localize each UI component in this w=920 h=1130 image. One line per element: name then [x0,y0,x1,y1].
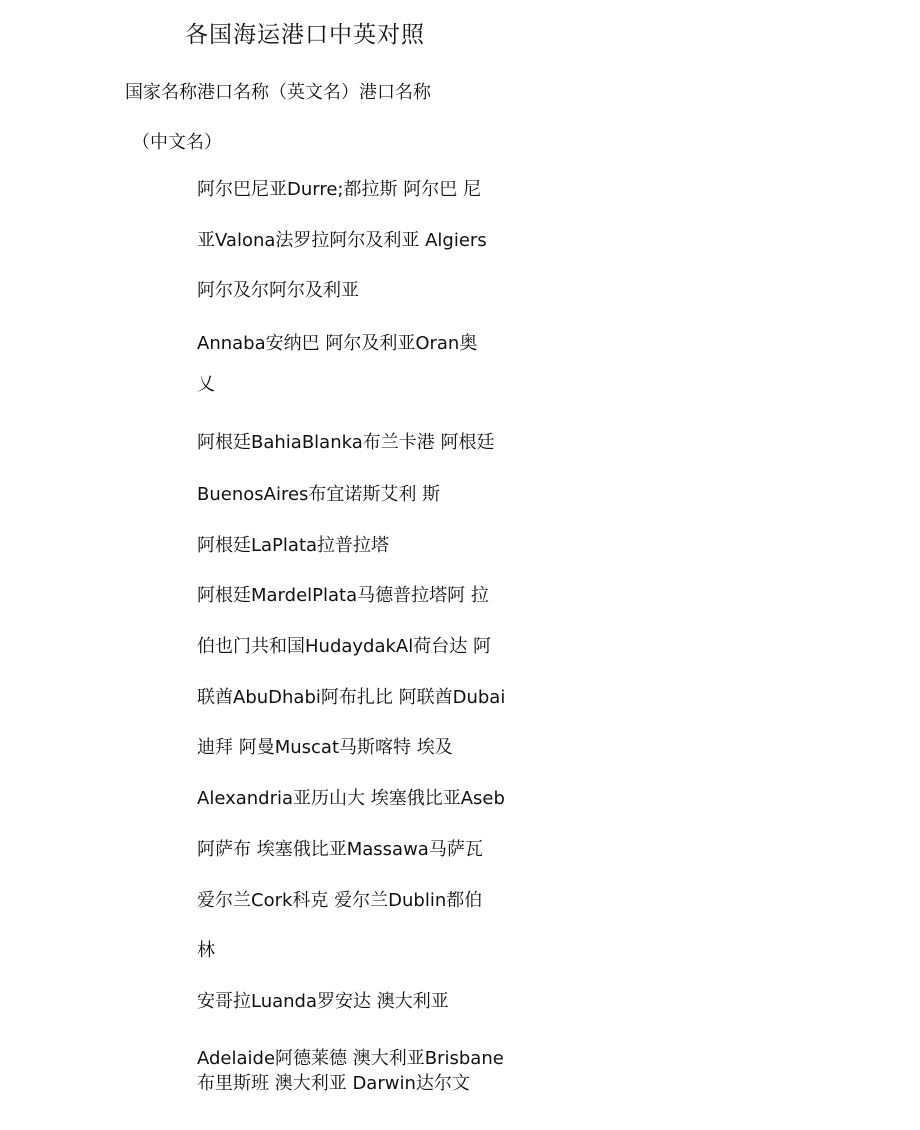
text-line: 林 [197,940,215,961]
text-line: 阿根廷BahiaBlanka布兰卡港 阿根廷 [197,432,495,453]
text-line: 乂 [197,374,215,395]
text-line: 联酋AbuDhabi阿布扎比 阿联酋Dubai [197,687,506,708]
text-line: 阿尔及尔阿尔及利亚 [197,280,359,301]
text-line: 爱尔兰Cork科克 爱尔兰Dublin都伯 [197,890,483,911]
text-line: Adelaide阿德莱德 澳大利亚Brisbane [197,1048,504,1069]
text-line: BuenosAires布宜诺斯艾利 斯 [197,484,441,505]
text-line: Annaba安纳巴 阿尔及利亚Oran奥 [197,333,478,354]
text-line: 安哥拉Luanda罗安达 澳大利亚 [197,991,449,1012]
text-line: 伯也门共和国HudaydakAl荷台达 阿 [197,636,491,657]
text-line: 阿尔巴尼亚Durre;都拉斯 阿尔巴 尼 [197,179,481,200]
column-header-line-1: 国家名称港口名称（英文名）港口名称 [125,82,431,103]
text-line: 阿根廷MardelPlata马德普拉塔阿 拉 [197,585,489,606]
column-header-line-2: （中文名） [132,132,222,153]
text-line: 阿根廷LaPlata拉普拉塔 [197,535,390,556]
text-line: Alexandria亚历山大 埃塞俄比亚Aseb [197,788,505,809]
text-line: 阿萨布 埃塞俄比亚Massawa马萨瓦 [197,839,483,860]
document-title: 各国海运港口中英对照 [185,22,425,48]
text-line: 亚Valona法罗拉阿尔及利亚 Algiers [197,230,487,251]
text-line: 布里斯班 澳大利亚 Darwin达尔文 [197,1073,470,1094]
text-line: 迪拜 阿曼Muscat马斯喀特 埃及 [197,737,453,758]
